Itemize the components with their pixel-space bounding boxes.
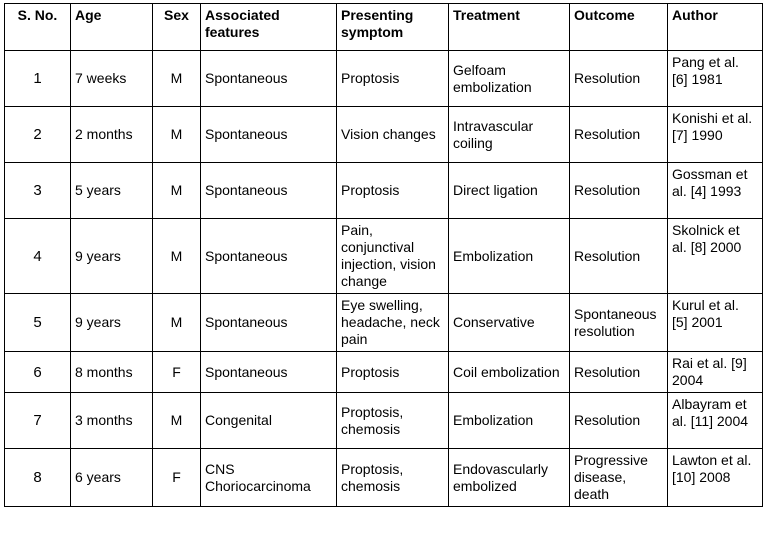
cell-outcome: Resolution (570, 51, 668, 107)
cell-age: 7 weeks (71, 51, 153, 107)
cell-age: 6 years (71, 449, 153, 507)
cell-sno: 1 (5, 51, 71, 107)
author-author: Skolnick et al. (672, 222, 740, 255)
cell-treatment: Intravascular coiling (449, 107, 570, 163)
header-sno: S. No. (5, 4, 71, 51)
cell-author (668, 163, 763, 219)
cell-author (668, 294, 763, 352)
author-ref: [6] (672, 71, 688, 87)
author-ref: [11] (690, 413, 713, 429)
table-row (5, 107, 763, 163)
author-year: 1981 (691, 71, 723, 87)
cell-age: 8 months (71, 352, 153, 393)
cell-features: Congenital (201, 393, 337, 449)
cell-sex: M (153, 107, 201, 163)
cell-sex: M (153, 51, 201, 107)
cell-sex: M (153, 219, 201, 294)
cell-sex: M (153, 393, 201, 449)
author-author: Rai et al. (672, 355, 728, 371)
cell-sno: 6 (5, 352, 71, 393)
cell-sex: F (153, 352, 201, 393)
cell-sno: 8 (5, 449, 71, 507)
cell-features: Spontaneous (201, 294, 337, 352)
header-features: Associated features (201, 4, 337, 51)
table-row (5, 51, 763, 107)
author-ref: [9] (731, 355, 747, 371)
author-ref: [4] (690, 183, 707, 199)
cell-symptom: Pain, conjunctival injection, vision change (337, 219, 449, 294)
cell-age: 9 years (71, 294, 153, 352)
cell-outcome: Progressive disease, death (570, 449, 668, 507)
cell-outcome: Resolution (570, 219, 668, 294)
cell-outcome: Resolution (570, 107, 668, 163)
header-author: Author (668, 4, 763, 51)
table-row (5, 352, 763, 393)
cell-author (668, 219, 763, 294)
cell-features: Spontaneous (201, 107, 337, 163)
cell-author (668, 449, 763, 507)
author-year: 1990 (691, 127, 723, 143)
cell-symptom: Vision changes (337, 107, 449, 163)
cell-treatment: Conservative (449, 294, 570, 352)
cell-author (668, 352, 763, 393)
cell-symptom: Proptosis, chemosis (337, 449, 449, 507)
author-ref: [10] (672, 469, 696, 485)
cell-symptom: Proptosis (337, 163, 449, 219)
cell-sno: 5 (5, 294, 71, 352)
cell-treatment: Direct ligation (449, 163, 570, 219)
author-year: 2001 (691, 314, 723, 330)
cell-treatment: Embolization (449, 393, 570, 449)
cell-sno: 3 (5, 163, 71, 219)
table-row (5, 449, 763, 507)
cell-age: 3 months (71, 393, 153, 449)
cell-outcome: Resolution (570, 352, 668, 393)
cell-outcome: Resolution (570, 393, 668, 449)
header-row (5, 4, 763, 51)
cell-features: Spontaneous (201, 51, 337, 107)
cell-sex: M (153, 294, 201, 352)
header-sex: Sex (153, 4, 201, 51)
cell-sex: M (153, 163, 201, 219)
cell-symptom: Proptosis (337, 352, 449, 393)
author-year: 2004 (716, 413, 749, 429)
author-author: Lawton et al. (672, 452, 752, 468)
cell-author (668, 51, 763, 107)
author-ref: [7] (672, 127, 688, 143)
cell-outcome: Spontaneous resolution (570, 294, 668, 352)
cell-sno: 2 (5, 107, 71, 163)
cell-features: CNS Choriocarcinoma (201, 449, 337, 507)
cell-treatment: Embolization (449, 219, 570, 294)
header-age: Age (71, 4, 153, 51)
cell-treatment: Gelfoam embolization (449, 51, 570, 107)
table-row (5, 163, 763, 219)
author-author: Gossman et al. (672, 166, 748, 199)
cell-author (668, 393, 763, 449)
cell-features: Spontaneous (201, 163, 337, 219)
cell-author (668, 107, 763, 163)
cell-symptom: Proptosis (337, 51, 449, 107)
cell-sno: 7 (5, 393, 71, 449)
case-table (4, 3, 763, 507)
author-ref: [5] (672, 314, 688, 330)
cell-age: 2 months (71, 107, 153, 163)
table-row (5, 294, 763, 352)
author-year: 2000 (710, 239, 742, 255)
cell-treatment: Endovascularly embolized (449, 449, 570, 507)
cell-treatment: Coil embolization (449, 352, 570, 393)
cell-sex: F (153, 449, 201, 507)
header-symptom: Presenting symptom (337, 4, 449, 51)
table-row (5, 393, 763, 449)
table-row (5, 219, 763, 294)
author-ref: [8] (690, 239, 707, 255)
cell-features: Spontaneous (201, 219, 337, 294)
author-author: Konishi et al. (672, 110, 753, 126)
cell-outcome: Resolution (570, 163, 668, 219)
author-author: Pang et al. (672, 54, 739, 70)
cell-features: Spontaneous (201, 352, 337, 393)
author-year: 2004 (672, 372, 704, 388)
header-outcome: Outcome (570, 4, 668, 51)
cell-symptom: Proptosis, chemosis (337, 393, 449, 449)
cell-age: 5 years (71, 163, 153, 219)
cell-sno: 4 (5, 219, 71, 294)
cell-symptom: Eye swelling, headache, neck pain (337, 294, 449, 352)
header-treatment: Treatment (449, 4, 570, 51)
author-year: 1993 (710, 183, 742, 199)
author-year: 2008 (699, 469, 731, 485)
author-author: Albayram et al. (672, 396, 747, 429)
author-author: Kurul et al. (672, 297, 739, 313)
cell-age: 9 years (71, 219, 153, 294)
